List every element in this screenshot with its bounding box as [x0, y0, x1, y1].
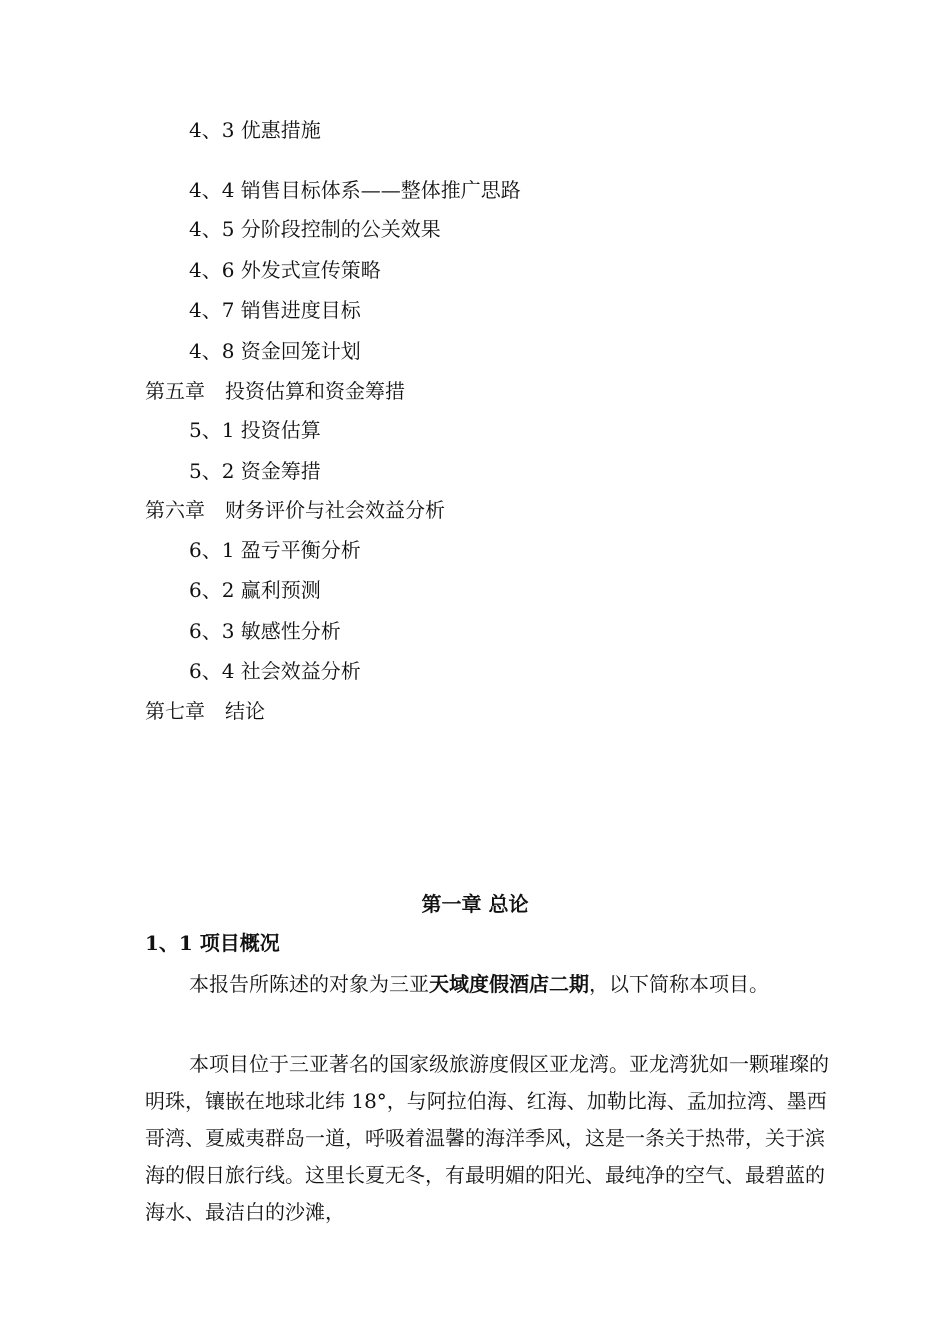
- toc-item-5-2: 5、2 资金筹措: [189, 459, 321, 483]
- paragraph-1: [189, 966, 819, 1003]
- toc-item-4-6: 4、6 外发式宣传策略: [189, 258, 381, 282]
- toc-item-6-1: 6、1 盈亏平衡分析: [189, 538, 361, 562]
- toc-chapter-6: 第六章 财务评价与社会效益分析: [145, 498, 445, 522]
- paragraph-2: 本项目位于三亚著名的国家级旅游度假区亚龙湾。亚龙湾犹如一颗璀璨的明珠，镶嵌在地球北纬 18°，与阿拉伯海、红海、加勒比海、孟加拉湾、墨西哥湾、夏威夷群岛一道，呼吸着温馨的海洋季风，这是一条关于热带，关于滨海的假日旅行线。这里长夏无冬，有最明媚的阳光、最纯净的空气、最碧蓝的海水、最洁白的沙滩，: [145, 1052, 829, 1224]
- toc-item-6-2: 6、2 赢利预测: [189, 578, 321, 602]
- toc-item-4-5: 4、5 分阶段控制的公关效果: [189, 217, 441, 241]
- toc-item-4-3: 4、3 优惠措施: [189, 118, 321, 142]
- project-name: 天域度假酒店二期: [429, 972, 589, 996]
- toc-item-4-7: 4、7 销售进度目标: [189, 298, 361, 322]
- paragraph-1-text-start: 本报告所陈述的对象为三亚: [189, 972, 429, 996]
- toc-chapter-7: 第七章 结论: [145, 699, 265, 723]
- chapter-title: 第一章 总论: [421, 892, 529, 916]
- toc-item-4-8: 4、8 资金回笼计划: [189, 339, 361, 363]
- section-title: 1、1 项目概况: [145, 931, 280, 955]
- toc-item-6-4: 6、4 社会效益分析: [189, 659, 361, 683]
- toc-item-4-4: 4、4 销售目标体系——整体推广思路: [189, 178, 521, 202]
- toc-item-5-1: 5、1 投资估算: [189, 418, 321, 442]
- toc-chapter-5: 第五章 投资估算和资金筹措: [145, 379, 405, 403]
- paragraph-1-text-end: ，以下简称本项目。: [589, 972, 769, 996]
- toc-item-6-3: 6、3 敏感性分析: [189, 619, 341, 643]
